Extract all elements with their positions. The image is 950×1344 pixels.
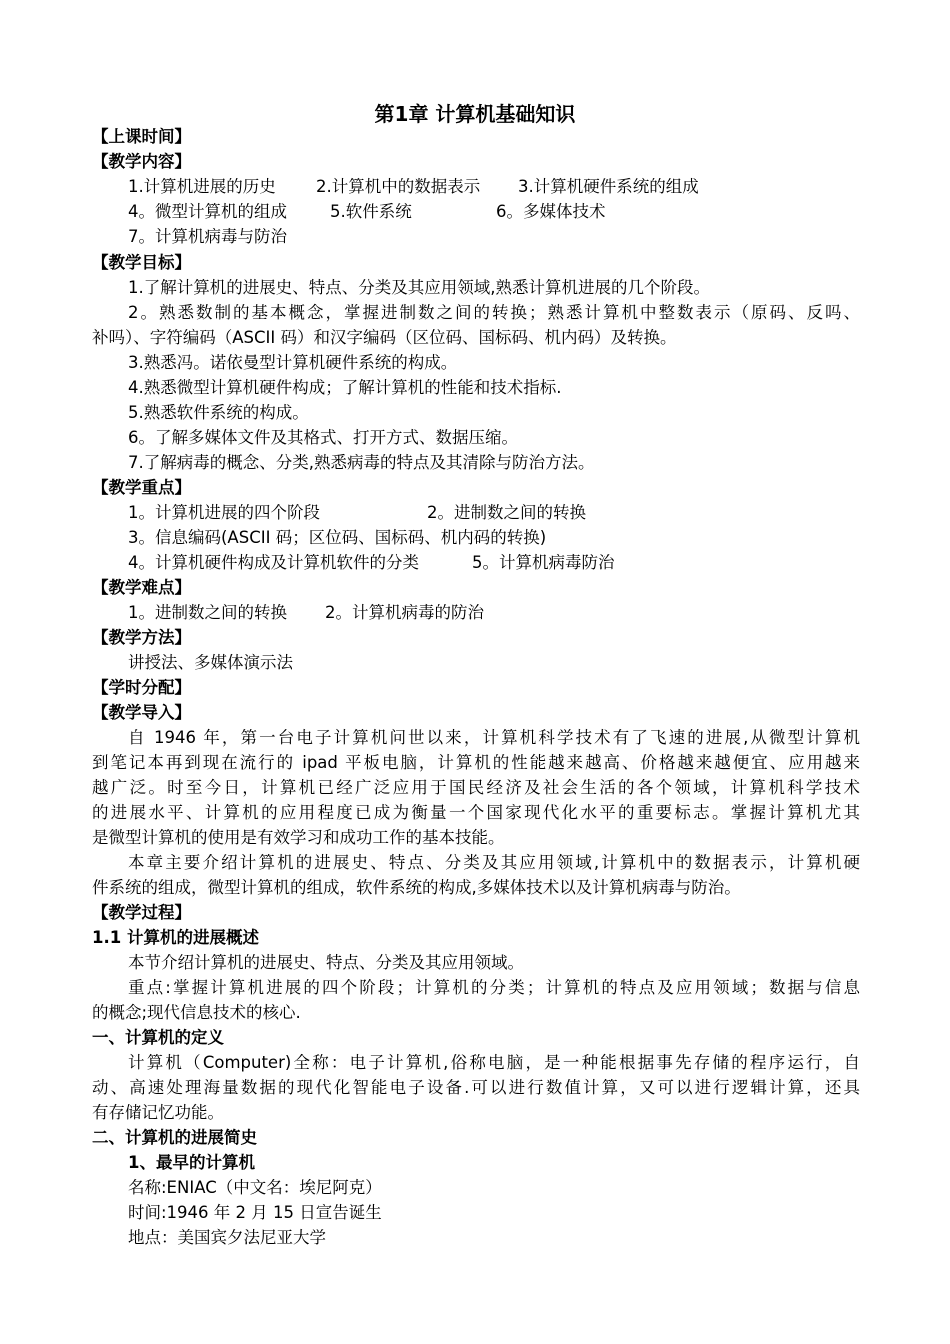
difficulty-item: 2。计算机病毒的防治 bbox=[325, 603, 484, 622]
heading-difficulties: 【教学难点】 bbox=[92, 578, 191, 597]
intro-line: 自 1946 年，第一台电子计算机问世以来，计算机科学技术有了飞速的进展,从微型计算机 bbox=[128, 728, 860, 747]
intro-line: 的进展水平、计算机的应用程度已成为衡量一个国家现代化水平的重要标志。掌握计算机尤其 bbox=[92, 803, 860, 822]
content-item: 1.计算机进展的历史 bbox=[128, 177, 276, 196]
heading-method: 【教学方法】 bbox=[92, 628, 191, 647]
key-item: 5。计算机病毒防治 bbox=[472, 553, 615, 572]
intro-line: 件系统的组成，微型计算机的组成，软件系统的构成,多媒体技术以及计算机病毒与防治。 bbox=[92, 878, 741, 897]
chapter-title: 第1章 计算机基础知识 bbox=[374, 102, 576, 126]
content-row-3 bbox=[128, 224, 287, 249]
intro-line: 到笔记本再到现在流行的 ipad 平板电脑，计算机的性能越来越高、价格越来越便宜、应用越来 bbox=[92, 753, 860, 772]
key-item: 4。计算机硬件构成及计算机软件的分类 bbox=[128, 553, 419, 572]
definition-line: 计算机（Computer)全称：电子计算机,俗称电脑，是一种能根据事先存储的程序运行，自 bbox=[128, 1053, 860, 1072]
heading-introduction: 【教学导入】 bbox=[92, 703, 191, 722]
intro-line: 是微型计算机的使用是有效学习和成功工作的基本技能。 bbox=[92, 828, 505, 847]
goal-4: 4.熟悉微型计算机硬件构成；了解计算机的性能和技术指标. bbox=[128, 378, 562, 397]
goal-2-line-2: 补吗）、字符编码（ASCII 码）和汉字编码（区位码、国标码、机内码）及转换。 bbox=[92, 328, 677, 347]
content-item: 4。微型计算机的组成 bbox=[128, 202, 287, 221]
content-item: 3.计算机硬件系统的组成 bbox=[518, 177, 699, 196]
section-1-1-intro: 本节介绍计算机的进展史、特点、分类及其应用领域。 bbox=[128, 953, 524, 972]
intro-line: 越广泛。时至今日，计算机已经广泛应用于国民经济及社会生活的各个领域，计算机科学技术 bbox=[92, 778, 860, 797]
content-item: 2.计算机中的数据表示 bbox=[316, 177, 481, 196]
eniac-place: 地点：美国宾夕法尼亚大学 bbox=[128, 1228, 326, 1247]
goal-3: 3.熟悉冯。诺依曼型计算机硬件系统的构成。 bbox=[128, 353, 458, 372]
section-definition-title: 一、计算机的定义 bbox=[92, 1028, 224, 1047]
heading-class-time: 【上课时间】 bbox=[92, 127, 191, 146]
section-1-1-keypoints: 重点:掌握计算机进展的四个阶段；计算机的分类；计算机的特点及应用领域；数据与信息 bbox=[128, 978, 860, 997]
intro-line: 本章主要介绍计算机的进展史、特点、分类及其应用领域,计算机中的数据表示，计算机硬 bbox=[128, 853, 860, 872]
key-item: 1。计算机进展的四个阶段 bbox=[128, 503, 320, 522]
heading-teaching-content: 【教学内容】 bbox=[92, 152, 191, 171]
key-item: 2。进制数之间的转换 bbox=[427, 503, 586, 522]
method-text: 讲授法、多媒体演示法 bbox=[128, 653, 293, 672]
key-row-2: 3。信息编码(ASCII 码；区位码、国标码、机内码的转换) bbox=[128, 528, 547, 547]
section-1-1-keypoints-cont: 的概念;现代信息技术的核心. bbox=[92, 1003, 301, 1022]
definition-line: 动、高速处理海量数据的现代化智能电子设备.可以进行数值计算，又可以进行逻辑计算，还具 bbox=[92, 1078, 860, 1097]
eniac-time: 时间:1946 年 2 月 15 日宣告诞生 bbox=[128, 1203, 382, 1222]
section-1-1-title: 1.1 计算机的进展概述 bbox=[92, 928, 259, 947]
goal-2-line-1: 2。熟悉数制的基本概念，掌握进制数之间的转换；熟悉计算机中整数表示（原码、反吗、 bbox=[128, 303, 860, 322]
heading-key-points: 【教学重点】 bbox=[92, 478, 191, 497]
content-item: 6。多媒体技术 bbox=[496, 202, 606, 221]
eniac-name: 名称:ENIAC（中文名：埃尼阿克） bbox=[128, 1178, 382, 1197]
definition-line: 有存储记忆功能。 bbox=[92, 1103, 224, 1122]
content-item: 5.软件系统 bbox=[330, 202, 412, 221]
section-history-title: 二、计算机的进展简史 bbox=[92, 1128, 257, 1147]
heading-process: 【教学过程】 bbox=[92, 903, 191, 922]
heading-teaching-goals: 【教学目标】 bbox=[92, 253, 191, 272]
goal-1: 1.了解计算机的进展史、特点、分类及其应用领域,熟悉计算机进展的几个阶段。 bbox=[128, 278, 710, 297]
difficulty-item: 1。进制数之间的转换 bbox=[128, 603, 287, 622]
goal-5: 5.熟悉软件系统的构成。 bbox=[128, 403, 309, 422]
heading-hours: 【学时分配】 bbox=[92, 678, 191, 697]
goal-6: 6。了解多媒体文件及其格式、打开方式、数据压缩。 bbox=[128, 428, 518, 447]
content-item: 7。计算机病毒与防治 bbox=[128, 227, 287, 246]
goal-7: 7.了解病毒的概念、分类,熟悉病毒的特点及其清除与防治方法。 bbox=[128, 453, 595, 472]
subsection-earliest-computer: 1、最早的计算机 bbox=[128, 1153, 255, 1172]
